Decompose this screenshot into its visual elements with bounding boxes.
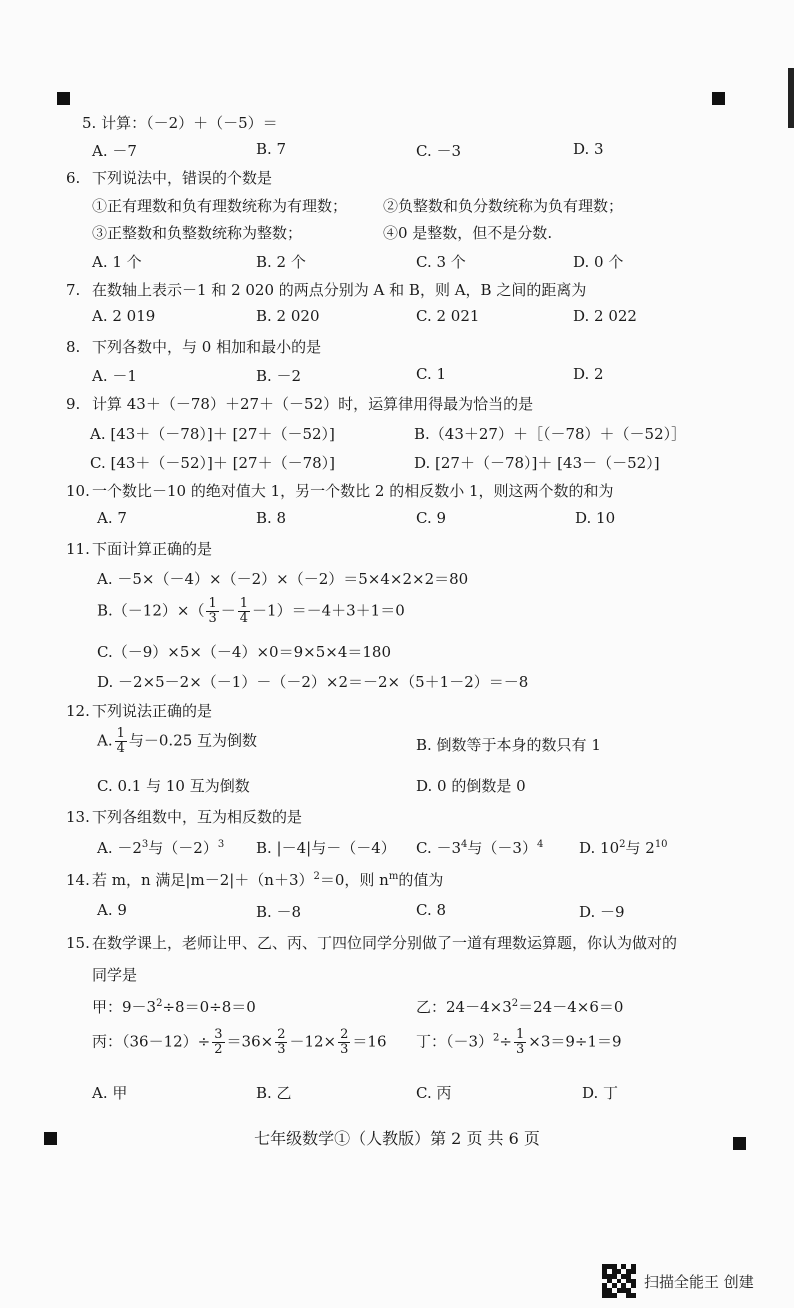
work-yi: 乙：$24-4\times 3^2=24-4\times 6=0$ [416, 998, 624, 1016]
option-c: C. 0.1 与 10 互为倒数 [97, 777, 250, 795]
option-c: C. $-3^4$与$(-3)^4$ [416, 839, 544, 857]
option-c: C. 8 [416, 901, 447, 919]
question-8: 8. 下列各数中，与 0 相加和最小的是 [66, 338, 322, 356]
option-a: A. －1 [92, 367, 137, 385]
option-d: D. －2×5－2×（－1）－（－2）×2＝－2×（5＋1－2）＝－8 [97, 673, 529, 691]
question-7: 7. 在数轴上表示－1 和 2 020 的两点分别为 A 和 B，则 A，B 之间的距离为 [66, 281, 587, 299]
fraction: $\frac{3}{2}$ [214, 1027, 223, 1057]
statement-2: ②负整数和负分数统称为负有理数； [383, 197, 624, 215]
question-stem: 若 m，n 满足$|m-2|+(n+3)^2=0$，则 $n^m$的值为 [92, 871, 444, 889]
option-b: B. 2 020 [256, 307, 320, 325]
qr-code-icon [602, 1264, 636, 1298]
option-c: C. 2 021 [416, 307, 480, 325]
question-stem: 下列说法中，错误的个数是 [92, 169, 273, 187]
question-stem: 下列各数中，与 0 相加和最小的是 [92, 338, 322, 356]
option-a: A. 7 [97, 509, 127, 527]
option-a: A. 2 019 [92, 307, 156, 325]
option-d: D. 2 022 [573, 307, 637, 325]
option-c: C. [43＋（－52）]＋ [27＋（－78）] [90, 454, 336, 472]
option-c: C. 3 个 [416, 253, 466, 271]
option-d: D. [27＋（－78）]＋ [43－（－52）] [414, 454, 660, 472]
option-a: A. －5×（－4）×（－2）×（－2）＝5×4×2×2＝80 [97, 570, 469, 588]
fraction: $\frac{1}{3}$ [208, 596, 217, 626]
option-b: B.（43＋27）＋［（－78）＋（－52）］ [414, 425, 687, 443]
question-14: 14. 若 m，n 满足$|m-2|+(n+3)^2=0$，则 $n^m$的值为 [66, 871, 444, 889]
option-b: B.（－12）×（ $\frac{1}{3}$ － $\frac{1}{4}$ －1）＝－4＋3＋1＝0 [97, 596, 405, 626]
question-12: 12. 下列说法正确的是 [66, 702, 213, 720]
option-d: D. 丁 [582, 1084, 619, 1102]
corner-marker-top-left [57, 92, 70, 105]
statement-1: ①正有理数和负有理数统称为有理数； [92, 197, 348, 215]
question-15: 15. 在数学课上，老师让甲、乙、丙、丁四位同学分别做了一道有理数运算题，你认为做对的 [66, 934, 678, 952]
option-d: D. 0 个 [573, 253, 624, 271]
option-d: D. $10^2$与 $2^{10}$ [579, 839, 668, 857]
question-10: 10. 一个数比－10 的绝对值大 1，另一个数比 2 的相反数小 1，则这两个数的和为 [66, 482, 614, 500]
option-b: B. |－4|与－（－4） [256, 839, 396, 857]
option-a: A. 甲 [92, 1084, 128, 1102]
work-bing: 丙：（36－12）÷ $\frac{3}{2}$ ＝36× $\frac{2}{3}$ －12× $\frac{2}{3}$ ＝16 [92, 1027, 387, 1057]
option-b: B. 乙 [256, 1084, 292, 1102]
option-a: A. －7 [92, 142, 137, 160]
option-b: B. －2 [256, 367, 302, 385]
option-c: C. 丙 [416, 1084, 452, 1102]
option-c: C. 9 [416, 509, 447, 527]
question-11: 11. 下面计算正确的是 [66, 540, 213, 558]
question-stem: 在数轴上表示－1 和 2 020 的两点分别为 A 和 B，则 A，B 之间的距离为 [92, 281, 587, 299]
option-d: D. －9 [579, 903, 625, 921]
question-13: 13. 下列各组数中，互为相反数的是 [66, 808, 303, 826]
option-c: C. 1 [416, 365, 447, 383]
question-stem-continued: 同学是 [92, 966, 138, 984]
fraction: $\frac{1}{4}$ [116, 726, 125, 756]
option-a: A. 1 个 [92, 253, 142, 271]
page-footer: 七年级数学①（人教版）第 2 页 共 6 页 [254, 1129, 540, 1148]
question-stem: 计算 43＋（－78）＋27＋（－52）时，运算律用得最为恰当的是 [92, 395, 534, 413]
option-c: C. －3 [416, 142, 462, 160]
work-ding: 丁：$(-3)^2\div$ $\frac{1}{3}$ ×3＝9÷1＝9 [416, 1027, 622, 1057]
question-stem: 下列各组数中，互为相反数的是 [92, 808, 303, 826]
corner-marker-top-right [712, 92, 725, 105]
question-stem: 下面计算正确的是 [92, 540, 213, 558]
question-9: 9. 计算 43＋（－78）＋27＋（－52）时，运算律用得最为恰当的是 [66, 395, 534, 413]
fraction: $\frac{2}{3}$ [340, 1027, 349, 1057]
option-b: B. 8 [256, 509, 287, 527]
statement-4: ④0 是整数，但不是分数. [383, 224, 553, 242]
option-a: A. $\frac{1}{4}$ 与－0.25 互为倒数 [97, 726, 258, 756]
option-b: B. －8 [256, 903, 302, 921]
work-jia: 甲：$9-3^2\div 8=0\div 8=0$ [92, 998, 256, 1016]
option-a: A. 9 [97, 901, 127, 919]
option-c: C.（－9）×5×（－4）×0＝9×5×4＝180 [97, 643, 391, 661]
option-b: B. 倒数等于本身的数只有 1 [416, 736, 601, 754]
option-b: B. 2 个 [256, 253, 306, 271]
scanner-watermark [602, 1264, 754, 1298]
option-d: D. 3 [573, 140, 604, 158]
question-stem: 在数学课上，老师让甲、乙、丙、丁四位同学分别做了一道有理数运算题，你认为做对的 [92, 934, 678, 952]
watermark-text: 扫描全能王 创建 [644, 1272, 754, 1291]
question-stem: 一个数比－10 的绝对值大 1，另一个数比 2 的相反数小 1，则这两个数的和为 [92, 482, 614, 500]
question-stem: 下列说法正确的是 [92, 702, 213, 720]
fraction: $\frac{1}{4}$ [239, 596, 249, 626]
option-d: D. 2 [573, 365, 604, 383]
option-d: D. 0 的倒数是 0 [416, 777, 526, 795]
option-a: A. $-2^3$与$(-2)^3$ [97, 839, 225, 857]
option-b: B. 7 [256, 140, 287, 158]
question-5: 5. 计算：（－2）＋（－5）＝ [82, 114, 278, 132]
option-d: D. 10 [575, 509, 616, 527]
fraction: $\frac{1}{3}$ [516, 1027, 525, 1057]
scan-edge [788, 68, 794, 128]
statement-3: ③正整数和负整数统称为整数； [92, 224, 303, 242]
question-stem: 计算：（－2）＋（－5）＝ [101, 114, 278, 132]
fraction: $\frac{2}{3}$ [277, 1027, 286, 1057]
option-a: A. [43＋（－78）]＋ [27＋（－52）] [90, 425, 335, 443]
question-6: 6. 下列说法中，错误的个数是 [66, 169, 273, 187]
